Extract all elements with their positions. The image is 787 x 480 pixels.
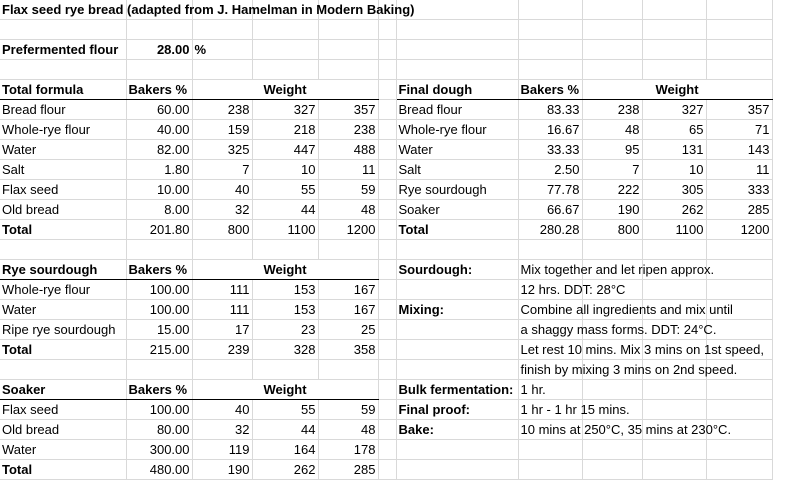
rye_sourdough-total-value[interactable]: 239	[192, 340, 252, 360]
note-text-text: Combine all ingredients and mix until	[520, 302, 733, 317]
soaker-value[interactable]: 48	[318, 420, 378, 440]
grid-cell[interactable]	[582, 60, 642, 80]
grid-cell[interactable]	[126, 60, 192, 80]
rye_sourdough-value[interactable]: 167	[318, 280, 378, 300]
note-text[interactable]	[518, 320, 717, 340]
soaker-value[interactable]: 32	[192, 420, 252, 440]
grid-cell[interactable]	[378, 200, 396, 220]
grid-cell[interactable]	[642, 440, 706, 460]
total_formula-value[interactable]: 7	[192, 160, 252, 180]
final_dough-value[interactable]: 71	[706, 120, 772, 140]
total_formula-value[interactable]: 40	[192, 180, 252, 200]
grid-cell[interactable]	[706, 240, 772, 260]
total_formula-value[interactable]: 218	[252, 120, 318, 140]
soaker-value[interactable]: 164	[252, 440, 318, 460]
preferment-unit[interactable]: %	[192, 40, 252, 60]
final_dough-value[interactable]: 143	[706, 140, 772, 160]
grid-cell[interactable]	[192, 240, 252, 260]
final_dough-value[interactable]: 357	[706, 100, 772, 120]
rye_sourdough-value[interactable]: 100.00	[126, 280, 192, 300]
final_dough-bakers-header[interactable]: Bakers %	[518, 80, 582, 100]
grid-cell[interactable]	[706, 20, 772, 40]
rye_sourdough-ingredient[interactable]: Whole-rye flour	[0, 280, 126, 300]
grid-row	[0, 300, 772, 320]
grid-cell[interactable]	[706, 380, 772, 400]
note-text[interactable]	[518, 260, 715, 280]
final_dough-value[interactable]: 190	[582, 200, 642, 220]
grid-cell[interactable]	[582, 0, 642, 20]
rye_sourdough-total-label[interactable]: Total	[0, 340, 126, 360]
soaker-ingredient[interactable]: Flax seed	[0, 400, 126, 420]
grid-row	[0, 40, 772, 60]
rye_sourdough-bakers-header[interactable]: Bakers %	[126, 260, 192, 280]
soaker-value[interactable]: 80.00	[126, 420, 192, 440]
rye_sourdough-value[interactable]: 23	[252, 320, 318, 340]
grid-cell[interactable]	[252, 240, 318, 260]
grid-cell[interactable]	[518, 440, 582, 460]
grid-cell[interactable]	[582, 20, 642, 40]
final_dough-value[interactable]: 48	[582, 120, 642, 140]
grid-row	[0, 60, 772, 80]
total_formula-total-value[interactable]: 1100	[252, 220, 318, 240]
grid-cell[interactable]	[706, 400, 772, 420]
grid-cell[interactable]	[518, 60, 582, 80]
note-text-text: Let rest 10 mins. Mix 3 mins on 1st speed,	[520, 342, 764, 357]
grid-cell[interactable]	[318, 40, 378, 60]
final_dough-ingredient[interactable]: Salt	[396, 160, 518, 180]
grid-cell[interactable]	[396, 440, 518, 460]
note-text-text: finish by mixing 3 mins on 2nd speed.	[520, 362, 738, 377]
final_dough-value[interactable]: 83.33	[518, 100, 582, 120]
total_formula-ingredient[interactable]: Bread flour	[0, 100, 126, 120]
grid-cell[interactable]	[396, 280, 518, 300]
note-text[interactable]	[518, 420, 732, 440]
grid-cell[interactable]	[396, 40, 518, 60]
final_dough-header[interactable]: Final dough	[396, 80, 518, 100]
soaker-value[interactable]: 40	[192, 400, 252, 420]
grid-cell[interactable]	[192, 20, 252, 40]
grid-cell[interactable]	[642, 0, 706, 20]
total_formula-total-value[interactable]: 1200	[318, 220, 378, 240]
grid-cell[interactable]	[642, 40, 706, 60]
total_formula-total-label[interactable]: Total	[0, 220, 126, 240]
total_formula-ingredient[interactable]: Water	[0, 140, 126, 160]
grid-cell[interactable]	[378, 320, 396, 340]
grid-row	[0, 200, 772, 220]
grid-cell[interactable]	[518, 20, 582, 40]
total_formula-ingredient[interactable]: Flax seed	[0, 180, 126, 200]
soaker-header[interactable]: Soaker	[0, 380, 126, 400]
total_formula-value[interactable]: 59	[318, 180, 378, 200]
total_formula-total-value[interactable]: 201.80	[126, 220, 192, 240]
total_formula-value[interactable]: 8.00	[126, 200, 192, 220]
total_formula-bakers-header[interactable]: Bakers %	[126, 80, 192, 100]
grid-row	[0, 400, 772, 420]
note-text-text: 12 hrs. DDT: 28°C	[520, 282, 626, 297]
note-text[interactable]	[518, 380, 582, 400]
final_dough-total-value[interactable]: 1200	[706, 220, 772, 240]
total_formula-value[interactable]: 488	[318, 140, 378, 160]
grid-cell[interactable]	[252, 20, 318, 40]
soaker-ingredient[interactable]: Old bread	[0, 420, 126, 440]
total_formula-ingredient[interactable]: Old bread	[0, 200, 126, 220]
rye_sourdough-weight-header[interactable]: Weight	[192, 260, 378, 280]
grid-cell[interactable]	[706, 0, 772, 20]
note-text[interactable]	[518, 340, 764, 360]
soaker-value[interactable]: 100.00	[126, 400, 192, 420]
note-text[interactable]	[518, 300, 733, 320]
final_dough-value[interactable]: 2.50	[518, 160, 582, 180]
final_dough-value[interactable]: 65	[642, 120, 706, 140]
grid-cell[interactable]	[582, 380, 642, 400]
grid-cell[interactable]	[642, 240, 706, 260]
note-text-text: 1 hr.	[520, 382, 546, 397]
grid-cell[interactable]	[378, 260, 396, 280]
grid-row	[0, 140, 772, 160]
grid-row	[0, 120, 772, 140]
final_dough-ingredient[interactable]: Water	[396, 140, 518, 160]
note-label[interactable]: Mixing:	[396, 300, 518, 320]
preferment-value[interactable]: 28.00	[126, 40, 192, 60]
final_dough-value[interactable]: 66.67	[518, 200, 582, 220]
grid-cell[interactable]	[252, 40, 318, 60]
note-label[interactable]: Sourdough:	[396, 260, 518, 280]
final_dough-value[interactable]: 131	[642, 140, 706, 160]
note-text-text: a shaggy mass forms. DDT: 24°C.	[520, 322, 717, 337]
final_dough-weight-header[interactable]: Weight	[582, 80, 772, 100]
rye_sourdough-ingredient[interactable]: Ripe rye sourdough	[0, 320, 126, 340]
grid-cell[interactable]	[378, 400, 396, 420]
note-text-text: Mix together and let ripen approx.	[520, 262, 715, 277]
grid-row	[0, 160, 772, 180]
total_formula-value[interactable]: 82.00	[126, 140, 192, 160]
grid-cell[interactable]	[318, 240, 378, 260]
final_dough-total-value[interactable]: 1100	[642, 220, 706, 240]
note-text-text: 1 hr - 1 hr 15 mins.	[520, 402, 630, 417]
grid-cell[interactable]	[518, 40, 582, 60]
grid-cell[interactable]	[318, 60, 378, 80]
final_dough-value[interactable]: 333	[706, 180, 772, 200]
final_dough-total-value[interactable]: 280.28	[518, 220, 582, 240]
final_dough-value[interactable]: 305	[642, 180, 706, 200]
total_formula-value[interactable]: 447	[252, 140, 318, 160]
page-title-text: Flax seed rye bread (adapted from J. Hamelman in Modern Baking)	[2, 2, 415, 17]
final_dough-value[interactable]: 7	[582, 160, 642, 180]
rye_sourdough-value[interactable]: 15.00	[126, 320, 192, 340]
grid-cell[interactable]	[378, 160, 396, 180]
grid-cell[interactable]	[582, 40, 642, 60]
total_formula-value[interactable]: 238	[318, 120, 378, 140]
grid-cell[interactable]	[378, 140, 396, 160]
total_formula-value[interactable]: 11	[318, 160, 378, 180]
total_formula-value[interactable]: 325	[192, 140, 252, 160]
final_dough-value[interactable]: 222	[582, 180, 642, 200]
rye_sourdough-total-value[interactable]: 358	[318, 340, 378, 360]
soaker-weight-header[interactable]: Weight	[192, 380, 378, 400]
grid-cell[interactable]	[642, 400, 706, 420]
grid-cell[interactable]	[706, 260, 772, 280]
soaker-value[interactable]: 59	[318, 400, 378, 420]
final_dough-ingredient[interactable]: Whole-rye flour	[396, 120, 518, 140]
grid-cell[interactable]	[378, 180, 396, 200]
total_formula-value[interactable]: 32	[192, 200, 252, 220]
total_formula-value[interactable]: 238	[192, 100, 252, 120]
rye_sourdough-value[interactable]: 153	[252, 300, 318, 320]
grid-cell[interactable]	[396, 20, 518, 40]
grid-row	[0, 260, 772, 280]
final_dough-value[interactable]: 77.78	[518, 180, 582, 200]
rye_sourdough-value[interactable]: 17	[192, 320, 252, 340]
total_formula-ingredient[interactable]: Whole-rye flour	[0, 120, 126, 140]
grid-cell[interactable]	[582, 240, 642, 260]
rye_sourdough-value[interactable]: 111	[192, 280, 252, 300]
soaker-total-value[interactable]: 285	[318, 460, 378, 480]
rye_sourdough-total-value[interactable]: 328	[252, 340, 318, 360]
grid-cell[interactable]	[192, 360, 252, 380]
grid-row	[0, 280, 772, 300]
grid-cell[interactable]	[396, 320, 518, 340]
grid-cell[interactable]	[378, 300, 396, 320]
final_dough-value[interactable]: 262	[642, 200, 706, 220]
final_dough-ingredient[interactable]: Rye sourdough	[396, 180, 518, 200]
total_formula-value[interactable]: 40.00	[126, 120, 192, 140]
grid-cell[interactable]	[706, 280, 772, 300]
grid-row	[0, 340, 772, 360]
grid-cell[interactable]	[378, 120, 396, 140]
final_dough-total-value[interactable]: 800	[582, 220, 642, 240]
grid-cell[interactable]	[378, 240, 396, 260]
rye_sourdough-value[interactable]: 25	[318, 320, 378, 340]
grid-cell[interactable]	[582, 440, 642, 460]
soaker-ingredient[interactable]: Water	[0, 440, 126, 460]
total_formula-value[interactable]: 159	[192, 120, 252, 140]
grid-cell[interactable]	[0, 20, 126, 40]
note-label[interactable]: Bake:	[396, 420, 518, 440]
grid-cell[interactable]	[318, 20, 378, 40]
grid-cell[interactable]	[518, 0, 582, 20]
final_dough-ingredient[interactable]: Soaker	[396, 200, 518, 220]
total_formula-weight-header[interactable]: Weight	[192, 80, 378, 100]
grid-cell[interactable]	[642, 20, 706, 40]
soaker-value[interactable]: 119	[192, 440, 252, 460]
grid-cell[interactable]	[518, 240, 582, 260]
grid-row	[0, 80, 772, 100]
rye_sourdough-value[interactable]: 153	[252, 280, 318, 300]
grid-row	[0, 0, 772, 20]
grid-cell[interactable]	[126, 360, 192, 380]
soaker-total-value[interactable]: 480.00	[126, 460, 192, 480]
total_formula-value[interactable]: 1.80	[126, 160, 192, 180]
note-label[interactable]: Bulk fermentation:	[396, 380, 518, 400]
rye_sourdough-ingredient[interactable]: Water	[0, 300, 126, 320]
final_dough-value[interactable]: 33.33	[518, 140, 582, 160]
total_formula-value[interactable]: 48	[318, 200, 378, 220]
final_dough-value[interactable]: 10	[642, 160, 706, 180]
grid-row	[0, 220, 772, 240]
soaker-value[interactable]: 44	[252, 420, 318, 440]
grid-cell[interactable]	[126, 20, 192, 40]
note-text-text: 10 mins at 250°C, 35 mins at 230°C.	[520, 422, 732, 437]
grid-cell[interactable]	[396, 240, 518, 260]
total_formula-value[interactable]: 44	[252, 200, 318, 220]
total_formula-value[interactable]: 60.00	[126, 100, 192, 120]
total_formula-value[interactable]: 327	[252, 100, 318, 120]
grid-cell[interactable]	[642, 280, 706, 300]
grid-row	[0, 420, 772, 440]
grid-row	[0, 360, 772, 380]
grid-row	[0, 320, 772, 340]
note-label[interactable]: Final proof:	[396, 400, 518, 420]
note-text[interactable]	[518, 360, 738, 380]
grid-cell[interactable]	[378, 220, 396, 240]
total_formula-value[interactable]: 55	[252, 180, 318, 200]
soaker-bakers-header[interactable]: Bakers %	[126, 380, 192, 400]
total_formula-value[interactable]: 357	[318, 100, 378, 120]
preferment-label[interactable]: Prefermented flour	[0, 40, 126, 60]
soaker-value[interactable]: 300.00	[126, 440, 192, 460]
grid-cell[interactable]	[378, 420, 396, 440]
grid-cell[interactable]	[378, 360, 396, 380]
grid-cell[interactable]	[396, 340, 518, 360]
note-text[interactable]	[518, 280, 626, 300]
grid-cell[interactable]	[706, 40, 772, 60]
total_formula-value[interactable]: 10.00	[126, 180, 192, 200]
total_formula-ingredient[interactable]: Salt	[0, 160, 126, 180]
final_dough-value[interactable]: 11	[706, 160, 772, 180]
grid-cell[interactable]	[378, 280, 396, 300]
grid-cell[interactable]	[318, 360, 378, 380]
grid-cell[interactable]	[396, 60, 518, 80]
grid-cell[interactable]	[378, 20, 396, 40]
grid-cell[interactable]	[378, 60, 396, 80]
grid-cell[interactable]	[0, 60, 126, 80]
rye_sourdough-value[interactable]: 111	[192, 300, 252, 320]
rye_sourdough-total-value[interactable]: 215.00	[126, 340, 192, 360]
soaker-total-value[interactable]: 190	[192, 460, 252, 480]
soaker-value[interactable]: 178	[318, 440, 378, 460]
grid-row	[0, 240, 772, 260]
note-text[interactable]	[518, 400, 630, 420]
grid-cell[interactable]	[378, 100, 396, 120]
total_formula-value[interactable]: 10	[252, 160, 318, 180]
final_dough-ingredient[interactable]: Bread flour	[396, 100, 518, 120]
total_formula-total-value[interactable]: 800	[192, 220, 252, 240]
grid-row	[0, 440, 772, 460]
grid-cell[interactable]	[378, 40, 396, 60]
rye_sourdough-value[interactable]: 100.00	[126, 300, 192, 320]
grid-row	[0, 20, 772, 40]
grid-row	[0, 100, 772, 120]
grid-cell[interactable]	[378, 440, 396, 460]
grid-cell[interactable]	[396, 360, 518, 380]
rye_sourdough-value[interactable]: 167	[318, 300, 378, 320]
grid-row	[0, 180, 772, 200]
grid-cell[interactable]	[378, 80, 396, 100]
grid-cell[interactable]	[378, 380, 396, 400]
soaker-total-label[interactable]: Total	[0, 460, 126, 480]
soaker-value[interactable]: 55	[252, 400, 318, 420]
grid-cell[interactable]	[252, 60, 318, 80]
final_dough-total-label[interactable]: Total	[396, 220, 518, 240]
grid-cell[interactable]	[706, 440, 772, 460]
grid-row	[0, 380, 772, 400]
grid-cell[interactable]	[0, 360, 126, 380]
grid-cell[interactable]	[192, 60, 252, 80]
page-title[interactable]	[0, 0, 415, 20]
final_dough-value[interactable]: 327	[642, 100, 706, 120]
final_dough-value[interactable]: 95	[582, 140, 642, 160]
final_dough-value[interactable]: 285	[706, 200, 772, 220]
final_dough-value[interactable]: 16.67	[518, 120, 582, 140]
grid-cell[interactable]	[252, 360, 318, 380]
grid-cell[interactable]	[706, 60, 772, 80]
soaker-total-value[interactable]: 262	[252, 460, 318, 480]
total_formula-header[interactable]: Total formula	[0, 80, 126, 100]
grid-cell[interactable]	[0, 240, 126, 260]
grid-cell[interactable]	[378, 340, 396, 360]
grid-cell[interactable]	[126, 240, 192, 260]
rye_sourdough-header[interactable]: Rye sourdough	[0, 260, 126, 280]
grid-cell[interactable]	[642, 60, 706, 80]
final_dough-value[interactable]: 238	[582, 100, 642, 120]
grid-cell[interactable]	[642, 380, 706, 400]
